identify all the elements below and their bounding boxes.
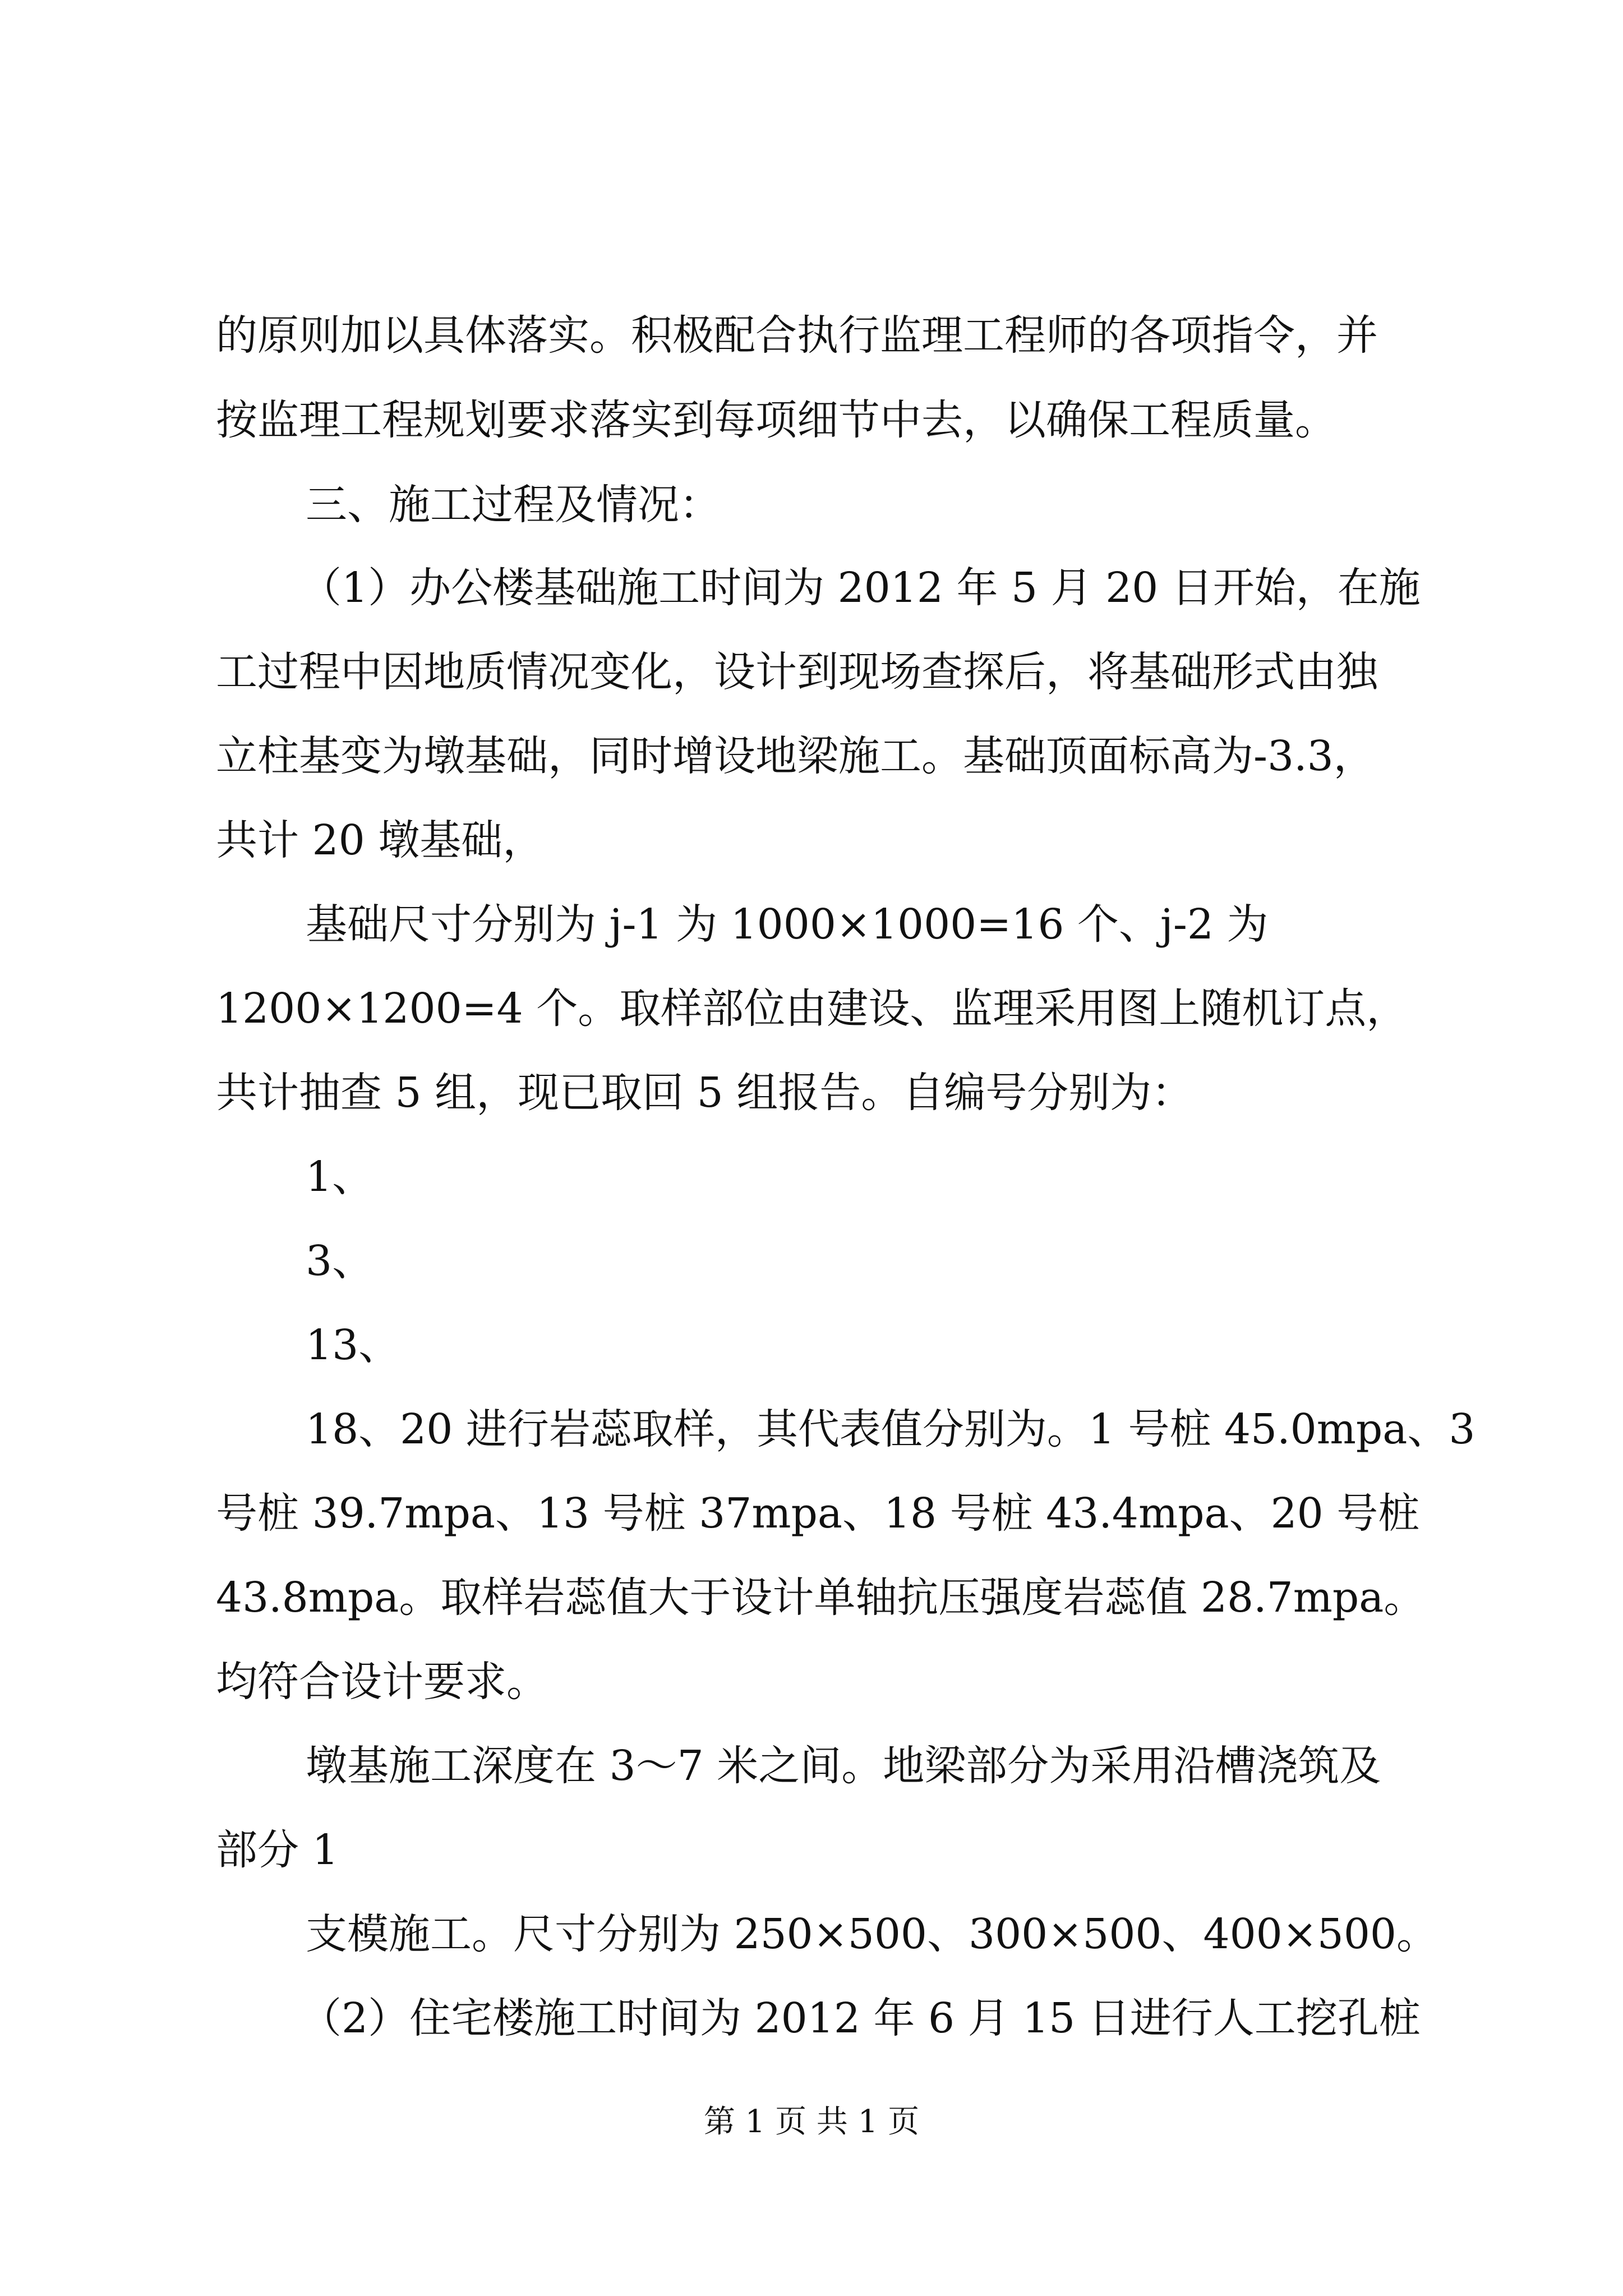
paragraph-line: 43.8mpa。取样岩蕊值大于设计单轴抗压强度岩蕊值 28.7mpa。: [216, 1573, 1426, 1622]
list-item: 1、: [306, 1153, 374, 1201]
paragraph-line: 立柱基变为墩基础，同时增设地梁施工。基础顶面标高为-3.3，: [216, 732, 1375, 780]
list-item: 13、: [306, 1321, 400, 1369]
paragraph-line: 墩基施工深度在 3～7 米之间。地梁部分为采用沿槽浇筑及: [306, 1742, 1381, 1790]
paragraph-line: 按监理工程规划要求落实到每项细节中去，以确保工程质量。: [216, 396, 1336, 444]
paragraph-line: 均符合设计要求。: [216, 1658, 548, 1706]
paragraph-line: 的原则加以具体落实。积极配合执行监理工程师的各项指令，并: [216, 311, 1378, 360]
paragraph-line: 共计抽查 5 组，现已取回 5 组报告。自编号分别为：: [216, 1069, 1193, 1117]
paragraph-line: 号桩 39.7mpa、13 号桩 37mpa、18 号桩 43.4mpa、20 号桩: [216, 1489, 1420, 1538]
paragraph-line: 1200×1200=4 个。取样部位由建设、监理采用图上随机订点，: [216, 984, 1408, 1033]
page-footer: 第 1 页 共 1 页: [703, 2104, 920, 2140]
paragraph-line: 共计 20 墩基础，: [216, 816, 545, 864]
paragraph-line: （2）住宅楼施工时间为 2012 年 6 月 15 日进行人工挖孔桩: [300, 1994, 1421, 2042]
paragraph-line: 18、20 进行岩蕊取样，其代表值分别为。1 号桩 45.0mpa、3: [306, 1405, 1476, 1453]
section-heading: 三、施工过程及情况：: [306, 481, 721, 529]
paragraph-line: 支模施工。尺寸分别为 250×500、300×500、400×500。: [306, 1910, 1438, 1958]
paragraph-line: 工过程中因地质情况变化，设计到现场查探后，将基础形式由独: [216, 648, 1378, 696]
paragraph-line: 基础尺寸分别为 j-1 为 1000×1000=16 个、j-2 为: [306, 900, 1269, 949]
list-item: 3、: [306, 1237, 374, 1285]
paragraph-line: （1）办公楼基础施工时间为 2012 年 5 月 20 日开始，在施: [300, 564, 1421, 612]
paragraph-line: 部分 1: [216, 1826, 339, 1874]
